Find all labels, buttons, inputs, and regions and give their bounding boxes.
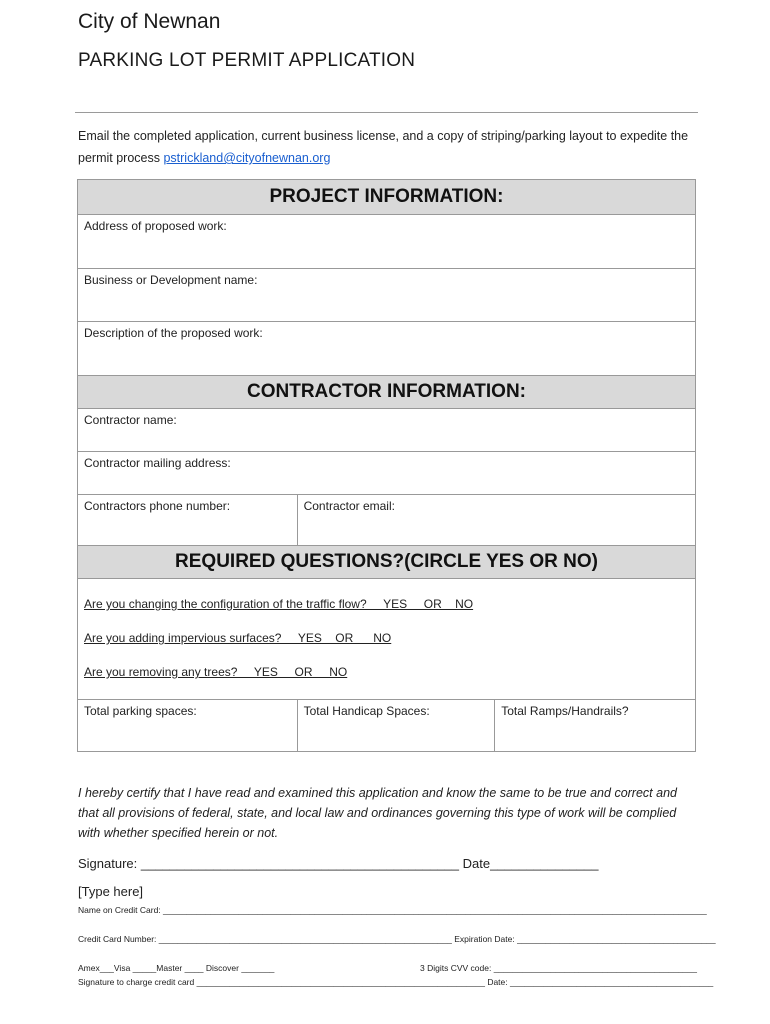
contact-email-link[interactable]: pstrickland@cityofnewnan.org xyxy=(163,151,331,165)
project-information-heading: PROJECT INFORMATION: xyxy=(78,180,696,215)
description-field[interactable]: Description of the proposed work: xyxy=(78,322,696,376)
total-handicap-spaces-field[interactable]: Total Handicap Spaces: xyxy=(297,700,495,752)
required-questions-heading: REQUIRED QUESTIONS?(CIRCLE YES OR NO) xyxy=(78,546,696,579)
contractor-email-field[interactable]: Contractor email: xyxy=(297,495,695,546)
city-name: City of Newnan xyxy=(78,10,221,33)
intro-text: Email the completed application, current business license, and a copy of striping/parking layout to expedite the permit process xyxy=(78,129,689,165)
card-types-line[interactable]: Amex___Visa _____Master ____ Discover _______ xyxy=(78,963,275,973)
contractor-phone-field[interactable]: Contractors phone number: xyxy=(78,495,298,546)
type-here-placeholder[interactable]: [Type here] xyxy=(78,884,144,899)
signature-date-line[interactable]: Signature: ____________________________________________ Date_______________ xyxy=(78,856,599,871)
address-field[interactable]: Address of proposed work: xyxy=(78,215,696,269)
title-divider xyxy=(75,112,698,113)
contractor-information-heading: CONTRACTOR INFORMATION: xyxy=(78,376,696,409)
total-ramps-handrails-field[interactable]: Total Ramps/Handrails? xyxy=(495,700,696,752)
required-questions-cell xyxy=(78,579,696,700)
total-parking-spaces-field[interactable]: Total parking spaces: xyxy=(78,700,298,752)
form-title: PARKING LOT PERMIT APPLICATION xyxy=(78,50,416,71)
certification-statement: I hereby certify that I have read and examined this application and know the same to be true and correct and that all provisions of federal, state, and local law and ordinances governing this type of work will be complied with whether specified herein or not. xyxy=(78,786,677,840)
application-form-table xyxy=(77,179,696,752)
business-name-field[interactable]: Business or Development name: xyxy=(78,269,696,322)
name-on-card-line[interactable]: Name on Credit Card: ___________________________________________________________________________________________________________________ xyxy=(78,905,707,915)
signature-charge-line[interactable]: Signature to charge credit card _____________________________________________________________ Date: ___________________________________________ xyxy=(78,977,714,987)
contractor-name-field[interactable]: Contractor name: xyxy=(78,409,696,452)
card-number-expiration-line[interactable]: Credit Card Number: ______________________________________________________________ Expiration Date: __________________________________________ xyxy=(78,934,716,944)
intro-paragraph xyxy=(78,125,698,169)
contractor-mailing-address-field[interactable]: Contractor mailing address: xyxy=(78,452,696,495)
cvv-line[interactable]: 3 Digits CVV code: ___________________________________________ xyxy=(420,963,697,973)
question-traffic-flow[interactable]: Are you changing the configuration of the traffic flow? YES OR NO xyxy=(84,597,474,611)
question-removing-trees[interactable]: Are you removing any trees? YES OR NO xyxy=(84,665,348,679)
question-impervious-surfaces[interactable]: Are you adding impervious surfaces? YES OR NO xyxy=(84,631,392,645)
